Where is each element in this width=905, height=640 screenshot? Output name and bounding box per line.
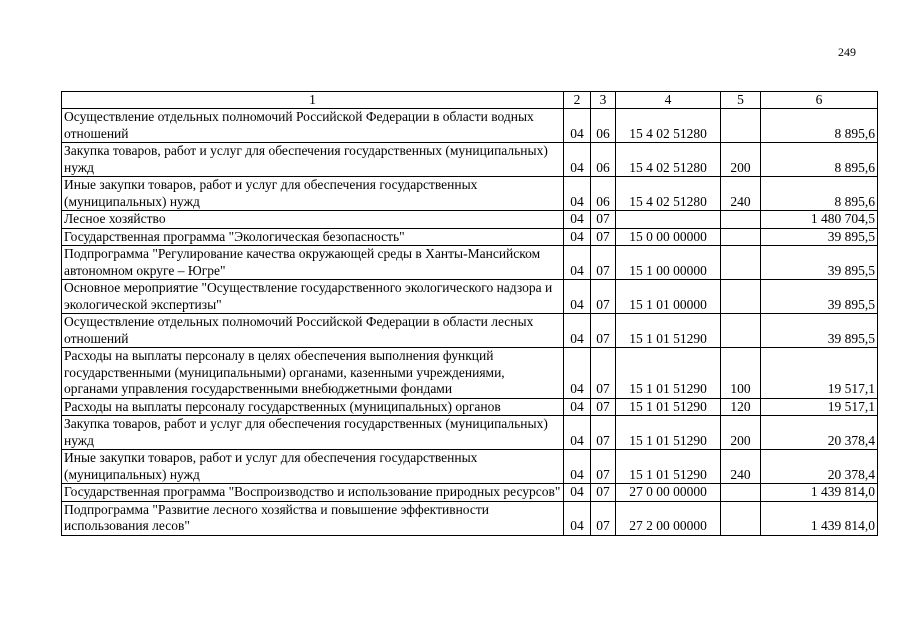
column-header: 5 bbox=[721, 92, 761, 109]
amount-cell: 1 480 704,5 bbox=[761, 211, 878, 229]
section-code-cell: 04 bbox=[564, 280, 591, 314]
section-code-cell: 04 bbox=[564, 211, 591, 229]
table-row bbox=[62, 348, 878, 399]
row-name-cell: Осуществление отдельных полномочий Российской Федерации в области водных отношений bbox=[62, 109, 564, 143]
expense-type-cell: 240 bbox=[721, 177, 761, 211]
amount-cell: 39 895,5 bbox=[761, 228, 878, 246]
amount-cell: 20 378,4 bbox=[761, 416, 878, 450]
section-code-cell: 04 bbox=[564, 109, 591, 143]
subsection-code-cell: 07 bbox=[591, 211, 616, 229]
budget-table bbox=[61, 91, 878, 536]
subsection-code-cell: 06 bbox=[591, 109, 616, 143]
subsection-code-cell: 07 bbox=[591, 280, 616, 314]
target-article-cell: 15 1 01 51290 bbox=[616, 314, 721, 348]
target-article-cell: 15 1 00 00000 bbox=[616, 246, 721, 280]
row-name-cell: Осуществление отдельных полномочий Российской Федерации в области лесных отношений bbox=[62, 314, 564, 348]
expense-type-cell: 100 bbox=[721, 348, 761, 399]
page-number: 249 bbox=[838, 45, 856, 59]
subsection-code-cell: 07 bbox=[591, 348, 616, 399]
target-article-cell: 27 0 00 00000 bbox=[616, 484, 721, 502]
target-article-cell: 15 4 02 51280 bbox=[616, 143, 721, 177]
column-header: 2 bbox=[564, 92, 591, 109]
subsection-code-cell: 07 bbox=[591, 246, 616, 280]
table-header-row bbox=[62, 92, 878, 109]
section-code-cell: 04 bbox=[564, 501, 591, 535]
target-article-cell: 27 2 00 00000 bbox=[616, 501, 721, 535]
expense-type-cell: 240 bbox=[721, 450, 761, 484]
column-header: 1 bbox=[62, 92, 564, 109]
expense-type-cell: 200 bbox=[721, 416, 761, 450]
amount-cell: 19 517,1 bbox=[761, 398, 878, 416]
table-row bbox=[62, 398, 878, 416]
subsection-code-cell: 06 bbox=[591, 177, 616, 211]
expense-type-cell bbox=[721, 280, 761, 314]
table-row bbox=[62, 314, 878, 348]
table-row bbox=[62, 211, 878, 229]
table-row bbox=[62, 177, 878, 211]
amount-cell: 8 895,6 bbox=[761, 177, 878, 211]
expense-type-cell bbox=[721, 501, 761, 535]
column-header: 4 bbox=[616, 92, 721, 109]
section-code-cell: 04 bbox=[564, 416, 591, 450]
subsection-code-cell: 07 bbox=[591, 228, 616, 246]
target-article-cell: 15 4 02 51280 bbox=[616, 109, 721, 143]
amount-cell: 8 895,6 bbox=[761, 143, 878, 177]
expense-type-cell bbox=[721, 211, 761, 229]
target-article-cell: 15 1 01 51290 bbox=[616, 348, 721, 399]
row-name-cell: Государственная программа "Экологическая безопасность" bbox=[62, 228, 564, 246]
target-article-cell: 15 1 01 51290 bbox=[616, 416, 721, 450]
amount-cell: 39 895,5 bbox=[761, 280, 878, 314]
table-row bbox=[62, 501, 878, 535]
table-row bbox=[62, 280, 878, 314]
subsection-code-cell: 07 bbox=[591, 398, 616, 416]
row-name-cell: Закупка товаров, работ и услуг для обеспечения государственных (муниципальных) нужд bbox=[62, 416, 564, 450]
table-body bbox=[62, 109, 878, 536]
row-name-cell: Подпрограмма "Развитие лесного хозяйства и повышение эффективности использования лесов" bbox=[62, 501, 564, 535]
row-name-cell: Иные закупки товаров, работ и услуг для обеспечения государственных (муниципальных) нужд bbox=[62, 450, 564, 484]
target-article-cell: 15 0 00 00000 bbox=[616, 228, 721, 246]
column-header: 6 bbox=[761, 92, 878, 109]
expense-type-cell bbox=[721, 228, 761, 246]
subsection-code-cell: 07 bbox=[591, 450, 616, 484]
amount-cell: 1 439 814,0 bbox=[761, 484, 878, 502]
row-name-cell: Подпрограмма "Регулирование качества окружающей среды в Ханты-Мансийском автономном округе – Югре" bbox=[62, 246, 564, 280]
expense-type-cell bbox=[721, 109, 761, 143]
amount-cell: 39 895,5 bbox=[761, 314, 878, 348]
table-row bbox=[62, 143, 878, 177]
expense-type-cell: 200 bbox=[721, 143, 761, 177]
subsection-code-cell: 07 bbox=[591, 416, 616, 450]
target-article-cell: 15 1 01 00000 bbox=[616, 280, 721, 314]
section-code-cell: 04 bbox=[564, 228, 591, 246]
expense-type-cell: 120 bbox=[721, 398, 761, 416]
amount-cell: 19 517,1 bbox=[761, 348, 878, 399]
section-code-cell: 04 bbox=[564, 177, 591, 211]
target-article-cell: 15 1 01 51290 bbox=[616, 450, 721, 484]
target-article-cell bbox=[616, 211, 721, 229]
table-row bbox=[62, 228, 878, 246]
section-code-cell: 04 bbox=[564, 450, 591, 484]
amount-cell: 39 895,5 bbox=[761, 246, 878, 280]
subsection-code-cell: 07 bbox=[591, 501, 616, 535]
target-article-cell: 15 1 01 51290 bbox=[616, 398, 721, 416]
table-row bbox=[62, 416, 878, 450]
row-name-cell: Основное мероприятие "Осуществление государственного экологического надзора и экологической экспертизы" bbox=[62, 280, 564, 314]
subsection-code-cell: 06 bbox=[591, 143, 616, 177]
expense-type-cell bbox=[721, 246, 761, 280]
table-row bbox=[62, 484, 878, 502]
subsection-code-cell: 07 bbox=[591, 314, 616, 348]
row-name-cell: Расходы на выплаты персоналу государственных (муниципальных) органов bbox=[62, 398, 564, 416]
section-code-cell: 04 bbox=[564, 246, 591, 280]
row-name-cell: Иные закупки товаров, работ и услуг для обеспечения государственных (муниципальных) нужд bbox=[62, 177, 564, 211]
row-name-cell: Расходы на выплаты персоналу в целях обеспечения выполнения функций государственными (муниципальными) органами, казенными учреждениями, органами управления государственными внебюджетными фондами bbox=[62, 348, 564, 399]
amount-cell: 20 378,4 bbox=[761, 450, 878, 484]
section-code-cell: 04 bbox=[564, 348, 591, 399]
row-name-cell: Закупка товаров, работ и услуг для обеспечения государственных (муниципальных) нужд bbox=[62, 143, 564, 177]
subsection-code-cell: 07 bbox=[591, 484, 616, 502]
table-row bbox=[62, 246, 878, 280]
expense-type-cell bbox=[721, 484, 761, 502]
amount-cell: 1 439 814,0 bbox=[761, 501, 878, 535]
section-code-cell: 04 bbox=[564, 398, 591, 416]
row-name-cell: Лесное хозяйство bbox=[62, 211, 564, 229]
column-header: 3 bbox=[591, 92, 616, 109]
amount-cell: 8 895,6 bbox=[761, 109, 878, 143]
section-code-cell: 04 bbox=[564, 484, 591, 502]
expense-type-cell bbox=[721, 314, 761, 348]
section-code-cell: 04 bbox=[564, 314, 591, 348]
row-name-cell: Государственная программа "Воспроизводство и использование природных ресурсов" bbox=[62, 484, 564, 502]
target-article-cell: 15 4 02 51280 bbox=[616, 177, 721, 211]
section-code-cell: 04 bbox=[564, 143, 591, 177]
table-row bbox=[62, 450, 878, 484]
table-row bbox=[62, 109, 878, 143]
